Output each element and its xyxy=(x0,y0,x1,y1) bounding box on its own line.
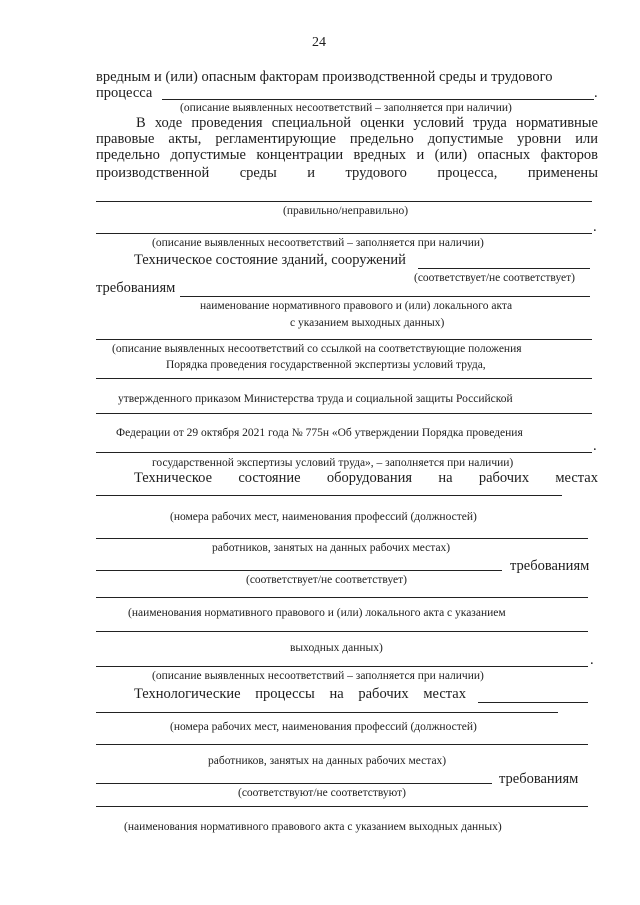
equipment-act-fill-line-2[interactable] xyxy=(96,631,588,632)
intro-line-1: вредным и (или) опасным факторам производственной среды и трудового xyxy=(96,69,553,85)
processes-word: местах xyxy=(423,686,466,702)
processes-word: Технологические xyxy=(134,686,241,702)
equipment-workplaces-fill-line-1[interactable] xyxy=(96,495,562,496)
processes-word: процессы xyxy=(255,686,315,702)
intro-caption: (описание выявленных несоответствий – заполняется при наличии) xyxy=(180,102,512,114)
processes-label-fill-line[interactable] xyxy=(478,702,588,703)
assessment-line-1: В ходе проведения специальной оценки условий труда нормативные xyxy=(136,115,598,131)
equipment-word: состояние xyxy=(238,470,301,486)
buildings-caption-status: (соответствует/не соответствует) xyxy=(414,272,575,284)
processes-workplaces-fill-line-1[interactable] xyxy=(96,712,558,713)
buildings-caption-act-2: с указанием выходных данных) xyxy=(290,317,445,329)
assessment-word: и xyxy=(307,165,316,181)
processes-act-fill-line[interactable] xyxy=(96,806,588,807)
buildings-act-fill-line[interactable] xyxy=(180,296,590,297)
buildings-line-end: . xyxy=(593,438,597,454)
buildings-status-fill-line[interactable] xyxy=(418,268,590,269)
buildings-requirements-label: требованиям xyxy=(96,280,176,296)
buildings-desc-fill-line-2[interactable] xyxy=(96,378,592,379)
processes-workplaces-fill-line-2[interactable] xyxy=(96,744,588,745)
equipment-caption-act-1: (наименования нормативного правового и (или) локального акта с указанием xyxy=(128,607,506,619)
equipment-desc-fill-line[interactable] xyxy=(96,666,588,667)
equipment-caption-workers: работников, занятых на данных рабочих местах) xyxy=(212,542,451,554)
buildings-caption-desc-5: государственной экспертизы условий труда», – заполняется при наличии) xyxy=(152,457,514,469)
equipment-line-end: . xyxy=(590,652,594,668)
intro-fill-line[interactable] xyxy=(162,99,594,100)
buildings-caption-act-1: наименование нормативного правового и (или) локального акта xyxy=(200,300,513,312)
equipment-word: оборудования xyxy=(326,470,413,486)
processes-caption-workplaces: (номера рабочих мест, наименования профессий (должностей) xyxy=(170,721,477,733)
page-number: 24 xyxy=(312,35,326,50)
assessment-caption-correct: (правильно/неправильно) xyxy=(283,205,409,217)
assessment-word: среды xyxy=(239,165,277,181)
assessment-fill-line-1[interactable] xyxy=(96,201,592,202)
buildings-caption-desc-4: Федерации от 29 октября 2021 года № 775н «Об утверждении Порядка проведения xyxy=(116,427,523,439)
assessment-word: процесса, xyxy=(437,165,498,181)
equipment-workplaces-fill-line-2[interactable] xyxy=(96,538,588,539)
equipment-status-fill-line[interactable] xyxy=(96,570,502,571)
equipment-word: Техническое xyxy=(134,470,213,486)
equipment-word: на xyxy=(438,470,453,486)
assessment-line-3: предельно допустимые концентрации вредных и (или) опасных факторов xyxy=(96,147,598,163)
buildings-caption-desc-1: (описание выявленных несоответствий со ссылкой на соответствующие положения xyxy=(112,343,522,355)
processes-caption-act: (наименования нормативного правового акта с указанием выходных данных) xyxy=(124,821,502,833)
processes-word: на xyxy=(329,686,344,702)
buildings-label: Техническое состояние зданий, сооружений xyxy=(134,252,406,268)
processes-requirements-label: требованиям xyxy=(499,771,579,787)
intro-process-label: процесса xyxy=(96,85,153,101)
assessment-fill-line-2[interactable] xyxy=(96,233,592,234)
processes-caption-workers: работников, занятых на данных рабочих местах) xyxy=(208,755,447,767)
equipment-word: рабочих xyxy=(478,470,530,486)
equipment-label xyxy=(134,470,598,487)
equipment-word: местах xyxy=(555,470,598,486)
intro-line-end: . xyxy=(594,85,598,101)
equipment-requirements-label: требованиям xyxy=(510,558,590,574)
buildings-desc-fill-line-4[interactable] xyxy=(96,452,592,453)
equipment-caption-act-2: выходных данных) xyxy=(290,642,383,654)
equipment-caption-nonconformities: (описание выявленных несоответствий – заполняется при наличии) xyxy=(152,670,484,682)
equipment-caption-workplaces: (номера рабочих мест, наименования профессий (должностей) xyxy=(170,511,477,523)
buildings-desc-fill-line-1[interactable] xyxy=(96,339,592,340)
buildings-desc-fill-line-3[interactable] xyxy=(96,413,592,414)
assessment-line-2: правовые акты, регламентирующие предельно допустимые уровни или xyxy=(96,131,598,147)
processes-status-fill-line[interactable] xyxy=(96,783,492,784)
assessment-word: производственной xyxy=(96,165,210,181)
assessment-line-end: . xyxy=(593,219,597,235)
processes-caption-status: (соответствуют/не соответствуют) xyxy=(238,787,406,799)
assessment-line-4 xyxy=(96,165,598,182)
buildings-caption-desc-2: Порядка проведения государственной экспертизы условий труда, xyxy=(166,359,486,371)
processes-label xyxy=(134,686,466,703)
equipment-act-fill-line-1[interactable] xyxy=(96,597,588,598)
equipment-caption-status: (соответствует/не соответствует) xyxy=(246,574,407,586)
assessment-caption-nonconformities: (описание выявленных несоответствий – заполняется при наличии) xyxy=(152,237,484,249)
assessment-word: применены xyxy=(527,165,598,181)
processes-word: рабочих xyxy=(358,686,409,702)
assessment-word: трудового xyxy=(345,165,407,181)
buildings-caption-desc-3: утвержденного приказом Министерства труда и социальной защиты Российской xyxy=(118,393,513,405)
